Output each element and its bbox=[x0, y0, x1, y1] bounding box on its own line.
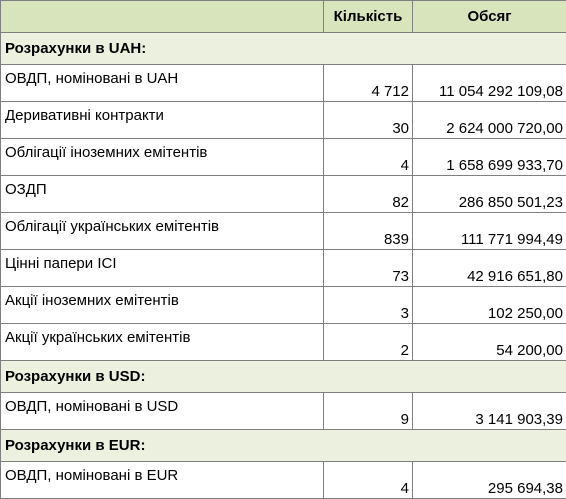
table-row bbox=[1, 139, 566, 176]
volume-cell: 1 658 699 933,70 bbox=[413, 139, 566, 176]
volume-cell: 102 250,00 bbox=[413, 287, 566, 324]
table-body bbox=[1, 33, 566, 499]
table-row bbox=[1, 65, 566, 102]
table-header bbox=[1, 1, 566, 33]
instrument-name-cell: ОВДП, номіновані в EUR bbox=[1, 462, 324, 499]
instrument-name-cell: ОЗДП bbox=[1, 176, 324, 213]
instrument-name-cell: Акції українських емітентів bbox=[1, 324, 324, 361]
volume-cell: 286 850 501,23 bbox=[413, 176, 566, 213]
table-row bbox=[1, 213, 566, 250]
volume-cell: 54 200,00 bbox=[413, 324, 566, 361]
section-row bbox=[1, 33, 566, 65]
count-cell: 4 bbox=[324, 139, 413, 176]
count-cell: 9 bbox=[324, 393, 413, 430]
count-cell: 2 bbox=[324, 324, 413, 361]
header-volume: Обсяг bbox=[413, 1, 566, 33]
count-cell: 73 bbox=[324, 250, 413, 287]
instrument-name-cell: ОВДП, номіновані в USD bbox=[1, 393, 324, 430]
volume-cell: 111 771 994,49 bbox=[413, 213, 566, 250]
section-title: Розрахунки в USD: bbox=[1, 361, 566, 393]
instrument-name-cell: Деривативні контракти bbox=[1, 102, 324, 139]
header-name bbox=[1, 1, 324, 33]
header-count: Кількість bbox=[324, 1, 413, 33]
instrument-name-cell: ОВДП, номіновані в UAH bbox=[1, 65, 324, 102]
table-row bbox=[1, 250, 566, 287]
count-cell: 82 bbox=[324, 176, 413, 213]
table-row bbox=[1, 393, 566, 430]
count-cell: 3 bbox=[324, 287, 413, 324]
instrument-name-cell: Облігації українських емітентів bbox=[1, 213, 324, 250]
count-cell: 4 712 bbox=[324, 65, 413, 102]
table-row bbox=[1, 287, 566, 324]
instrument-name-cell: Акції іноземних емітентів bbox=[1, 287, 324, 324]
count-cell: 30 bbox=[324, 102, 413, 139]
count-cell: 4 bbox=[324, 462, 413, 499]
instrument-name-cell: Облігації іноземних емітентів bbox=[1, 139, 324, 176]
section-row bbox=[1, 430, 566, 462]
table-row bbox=[1, 176, 566, 213]
volume-cell: 11 054 292 109,08 bbox=[413, 65, 566, 102]
count-cell: 839 bbox=[324, 213, 413, 250]
table-row bbox=[1, 102, 566, 139]
header-row bbox=[1, 1, 566, 33]
section-title: Розрахунки в EUR: bbox=[1, 430, 566, 462]
volume-cell: 295 694,38 bbox=[413, 462, 566, 499]
volume-cell: 3 141 903,39 bbox=[413, 393, 566, 430]
section-row bbox=[1, 361, 566, 393]
table-row bbox=[1, 462, 566, 499]
volume-cell: 2 624 000 720,00 bbox=[413, 102, 566, 139]
instrument-name-cell: Цінні папери ІСІ bbox=[1, 250, 324, 287]
volume-cell: 42 916 651,80 bbox=[413, 250, 566, 287]
table-row bbox=[1, 324, 566, 361]
section-title: Розрахунки в UAH: bbox=[1, 33, 566, 65]
